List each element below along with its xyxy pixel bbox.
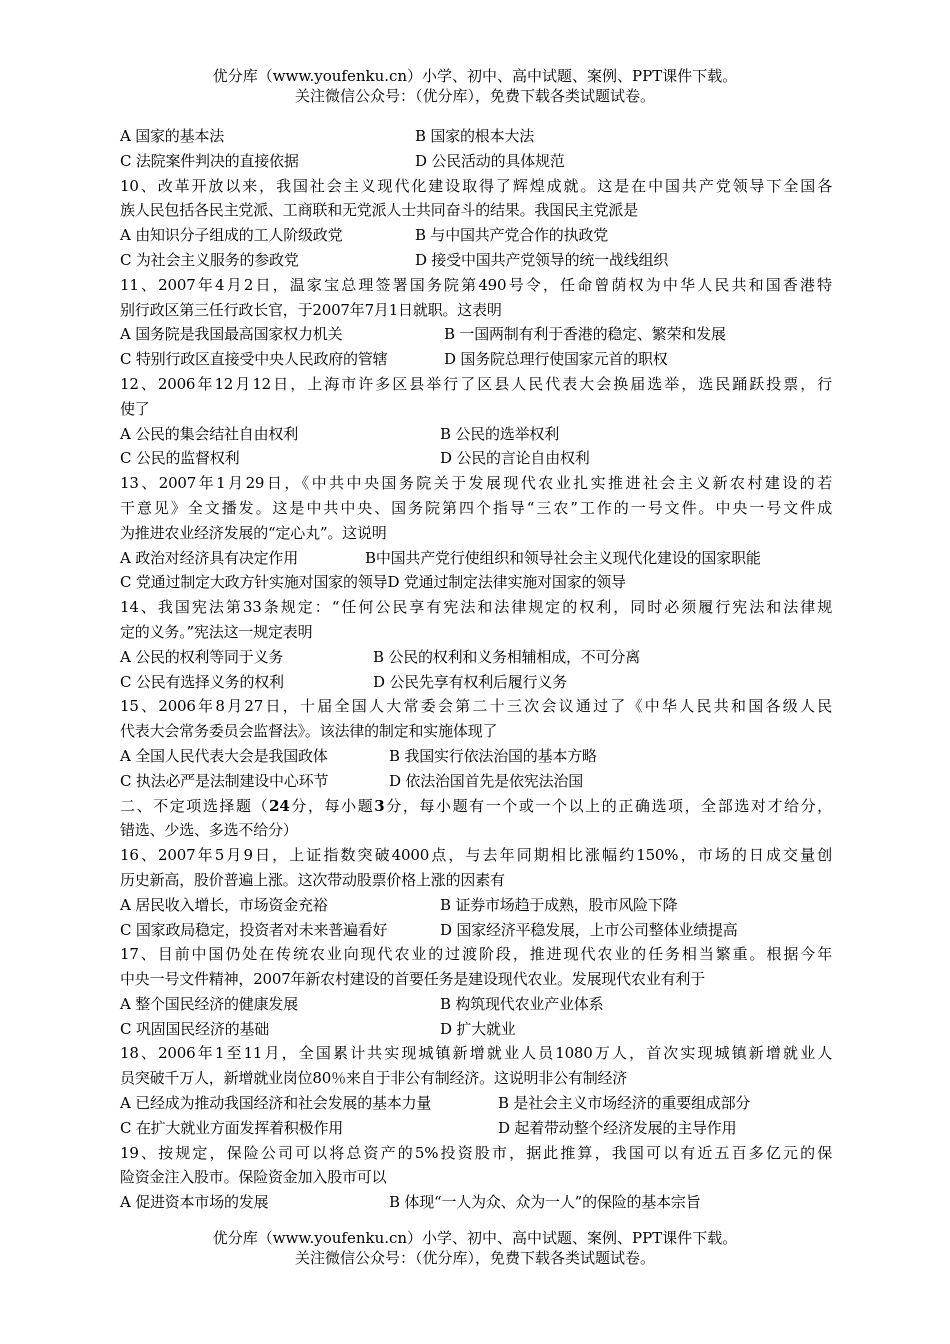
q17-stem-line-1: 17、目前中国仍处在传统农业向现代农业的过渡阶段，推进现代农业的任务相当繁重。根据今年 — [120, 945, 832, 964]
q10-options-ab — [120, 223, 832, 248]
q12-option-d: D 公民的言论自由权利 — [440, 449, 590, 468]
q18-options-cd — [120, 1116, 832, 1141]
q15-options-ab — [120, 744, 832, 769]
page-footer — [0, 1228, 950, 1268]
q15-option-b: B 我国实行依法治国的基本方略 — [389, 746, 597, 765]
q10-stem-line-1: 10、改革开放以来，我国社会主义现代化建设取得了辉煌成就。这是在中国共产党领导下全国各 — [120, 176, 832, 195]
q12-stem-line-1: 12、2006年12月12日，上海市许多区县举行了区县人民代表大会换届选举，选民踊跃投票，行 — [120, 374, 832, 393]
q18-option-d: D 起着带动整个经济发展的主导作用 — [498, 1118, 737, 1137]
q13-options-cd: C 党通过制定大政方针实施对国家的领导D 党通过制定法律实施对国家的领导 — [120, 573, 626, 592]
q14-option-c: C 公民有选择义务的权利 — [120, 672, 284, 691]
q11-option-a: A 国务院是我国最高国家权力机关 — [120, 325, 343, 344]
q13-stem-line-1: 13、2007年1月29日，《中共中央国务院关于发展现代农业扎实推进社会主义新农村建设的若 — [120, 474, 832, 493]
q14-stem-line-2: 定的义务。”宪法这一规定表明 — [120, 622, 313, 641]
q16-options-ab — [120, 893, 832, 918]
q11-stem-line-1: 11、2007年4月2日，温家宝总理签署国务院第490号令，任命曾荫权为中华人民共和国香港特 — [120, 275, 832, 294]
section-2-heading-mid2: 分，每小题有一个或一个以上的正确选项，全部选对才给分， — [384, 796, 832, 815]
q16-stem-line-2: 历史新高，股价普遍上涨。这次带动股票价格上涨的因素有 — [120, 870, 505, 889]
footer-line-2: 关注微信公众号：（优分库），免费下载各类试题试卷。 — [294, 1249, 655, 1267]
q10-option-a: A 由知识分子组成的工人阶级政党 — [120, 226, 343, 245]
q12-option-a: A 公民的集会结社自由权利 — [120, 424, 299, 443]
q10-stem-line-2: 族人民包括各民主党派、工商联和无党派人士共同奋斗的结果。我国民主党派是 — [120, 201, 639, 220]
q15-stem-line-2: 代表大会常务委员会监督法》。该法律的制定和实施体现了 — [120, 722, 498, 741]
q11-options-ab — [120, 322, 832, 347]
section-2-heading — [120, 794, 832, 819]
q11-options-cd — [120, 347, 832, 372]
q10-option-c: C 为社会主义服务的参政党 — [120, 250, 299, 269]
q17-options-cd — [120, 1017, 832, 1042]
q9-option-d: D 公民活动的具体规范 — [415, 151, 565, 170]
section-2-heading-pre: 二、不定项选择题（ — [120, 796, 270, 815]
q16-option-b: B 证券市场趋于成熟，股市风险下降 — [440, 895, 678, 914]
q10-option-d: D 接受中国共产党领导的统一战线组织 — [415, 250, 669, 269]
q17-options-ab — [120, 992, 832, 1017]
q19-option-b: B 体现“一人为众、众为一人”的保险的基本宗旨 — [389, 1193, 701, 1212]
q12-option-b: B 公民的选举权利 — [440, 424, 559, 443]
q12-option-c: C 公民的监督权利 — [120, 449, 240, 468]
q15-option-c: C 执法必严是法制建设中心环节 — [120, 771, 329, 790]
header-line-2: 关注微信公众号：（优分库），免费下载各类试题试卷。 — [294, 87, 655, 105]
q17-option-b: B 构筑现代农业产业体系 — [440, 994, 604, 1013]
q18-option-c: C 在扩大就业方面发挥着积极作用 — [120, 1118, 344, 1137]
q15-option-a: A 全国人民代表大会是我国政体 — [120, 746, 328, 765]
q17-option-d: D 扩大就业 — [440, 1019, 516, 1038]
q11-option-c: C 特别行政区直接受中央人民政府的管辖 — [120, 350, 388, 369]
q15-option-d: D 依法治国首先是依宪法治国 — [389, 771, 583, 790]
q16-stem-line-1: 16、2007年5月9日，上证指数突破4000点，与去年同期相比涨幅约150%，市场的日成交量创 — [120, 846, 832, 865]
q17-option-c: C 巩固国民经济的基础 — [120, 1019, 270, 1038]
q14-option-b: B 公民的权利和义务相辅相成，不可分离 — [373, 647, 640, 666]
footer-line-1: 优分库（www.youfenku.cn）小学、初中、高中试题、案例、PPT课件下载。 — [212, 1229, 738, 1247]
q12-options-ab — [120, 422, 832, 447]
header-line-1: 优分库（www.youfenku.cn）小学、初中、高中试题、案例、PPT课件下载。 — [212, 67, 738, 85]
section-2-per-question-score: 3 — [374, 796, 385, 815]
q18-stem-line-2: 员突破千万人，新增就业岗位80％来自于非公有制经济。这说明非公有制经济 — [120, 1069, 628, 1088]
q13-option-b: B中国共产党行使组织和领导社会主义现代化建设的国家职能 — [365, 548, 761, 567]
q14-options-ab — [120, 645, 832, 670]
q13-stem-line-3: 为推进农业经济发展的“定心丸”。这说明 — [120, 523, 387, 542]
q18-options-ab — [120, 1091, 832, 1116]
q9-option-c: C 法院案件判决的直接依据 — [120, 151, 299, 170]
q10-options-cd — [120, 248, 832, 273]
section-2-total-score: 24 — [269, 796, 290, 815]
q17-option-a: A 整个国民经济的健康发展 — [120, 994, 299, 1013]
q19-stem-line-2: 险资金注入股市。保险资金加入股市可以 — [120, 1168, 387, 1187]
q18-option-a: A 已经成为推动我国经济和社会发展的基本力量 — [120, 1094, 432, 1113]
q13-stem-line-2: 干意见》全文播发。这是中共中央、国务院第四个指导“三农”工作的一号文件。中央一号文件成 — [120, 498, 832, 517]
q9-options-cd — [120, 149, 832, 174]
q9-options-ab — [120, 124, 832, 149]
section-2-heading-mid1: 分，每小题 — [289, 796, 375, 815]
q16-options-cd — [120, 918, 832, 943]
q10-option-b: B 与中国共产党合作的执政党 — [415, 226, 608, 245]
q14-option-d: D 公民先享有权利后履行义务 — [373, 672, 567, 691]
q11-option-b: B 一国两制有利于香港的稳定、繁荣和发展 — [444, 325, 726, 344]
q14-stem-line-1: 14、我国宪法第33条规定：“任何公民享有宪法和法律规定的权利，同时必须履行宪法和法律规 — [120, 598, 832, 617]
q16-option-d: D 国家经济平稳发展，上市公司整体业绩提高 — [440, 920, 738, 939]
page-header — [0, 66, 950, 106]
q15-options-cd — [120, 769, 832, 794]
q9-option-b: B 国家的根本大法 — [415, 127, 534, 145]
q19-stem-line-1: 19、按规定，保险公司可以将总资产的5%投资股市，据此推算，我国可以有近五百多亿元的保 — [120, 1143, 832, 1162]
q12-stem-line-2: 使了 — [120, 399, 150, 418]
q16-option-a: A 居民收入增长，市场资金充裕 — [120, 895, 328, 914]
q15-stem-line-1: 15、2006年8月27日，十届全国人大常委会第二十三次会议通过了《中华人民共和国各级人民 — [120, 697, 832, 716]
q18-option-b: B 是社会主义市场经济的重要组成部分 — [498, 1094, 751, 1113]
q16-option-c: C 国家政局稳定，投资者对未来普遍看好 — [120, 920, 388, 939]
section-2-heading-line-2: 错选、少选、多选不给分） — [120, 821, 298, 840]
q13-options-ab — [120, 546, 832, 571]
q19-options-ab — [120, 1190, 832, 1215]
q12-options-cd — [120, 446, 832, 471]
q14-option-a: A 公民的权利等同于义务 — [120, 647, 284, 666]
q18-stem-line-1: 18、2006年1至11月，全国累计共实现城镇新增就业人员1080万人，首次实现城镇新增就业人 — [120, 1044, 832, 1063]
q11-option-d: D 国务院总理行使国家元首的职权 — [444, 350, 668, 369]
q19-option-a: A 促进资本市场的发展 — [120, 1193, 269, 1212]
q11-stem-line-2: 别行政区第三任行政长官，于2007年7月1日就职。这表明 — [120, 300, 502, 319]
question-content — [120, 124, 832, 1215]
q9-option-a: A 国家的基本法 — [120, 127, 225, 145]
q14-options-cd — [120, 670, 832, 695]
q17-stem-line-2: 中央一号文件精神，2007年新农村建设的首要任务是建设现代农业。发展现代农业有利于 — [120, 970, 705, 989]
q13-option-a: A 政治对经济具有决定作用 — [120, 548, 299, 567]
